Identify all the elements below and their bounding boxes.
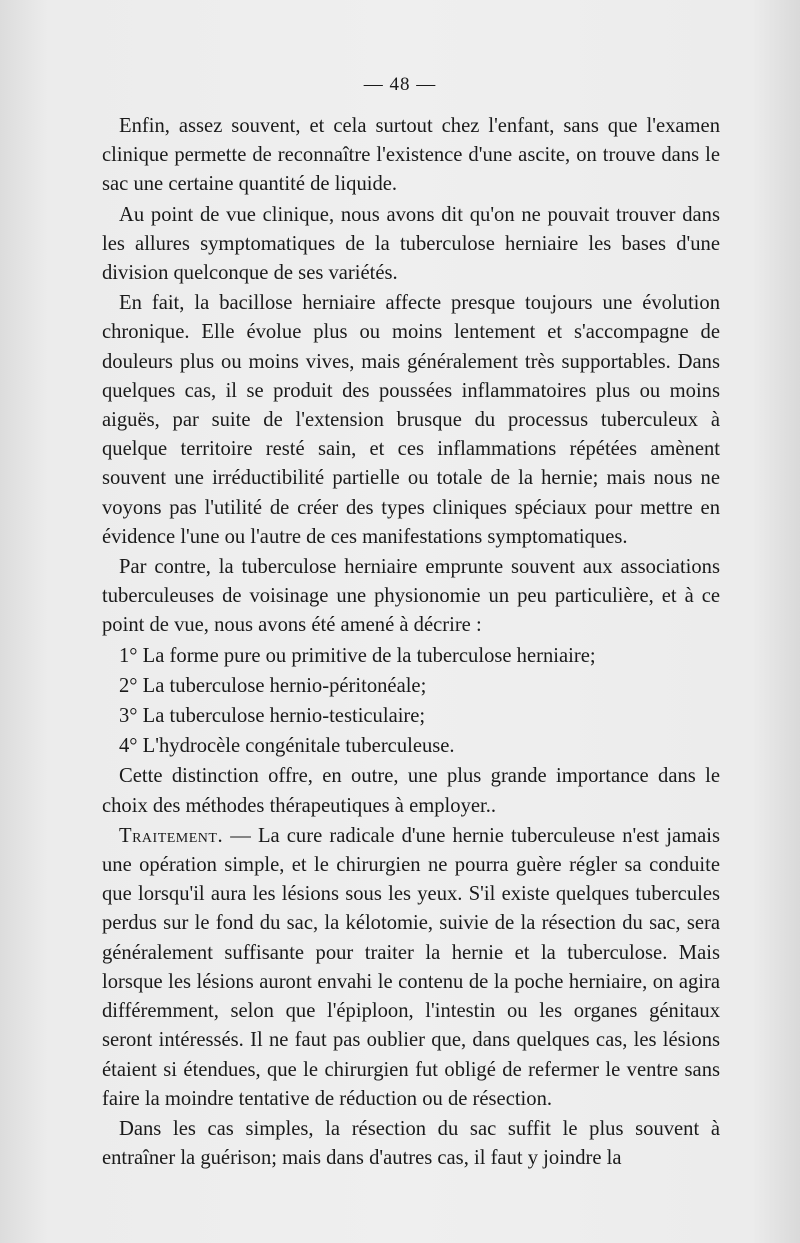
paragraph-distinction: Cette distinction offre, en outre, une plus grande importance dans le choix des méthodes thérapeutiques à employer.. (102, 765, 720, 817)
paragraph-point-de-vue-clinique: Au point de vue clinique, nous avons dit qu'on ne pouvait trouver dans les allures symptomatiques de la tuberculose herniaire les bases d'une division quelconque de ses variétés. (102, 203, 720, 285)
paragraph-evolution-chronique: En fait, la bacillose herniaire affecte presque toujours une évolution chronique. Elle évolue plus ou moins lentement et s'accompagne de douleurs plus ou moins vives, mais généralement très supportables. Dans quelques cas, il se produit des poussées inflammatoires plus ou moins aiguës, par suite de l'extension brusque du processus tuberculeux à quelque territoire resté sain, et ces inflammations répétées amènent souvent une irréductibilité partielle ou totale de la hernie; mais nous ne voyons pas l'utilité de créer des types cliniques spéciaux pour mettre en évidence l'une ou l'autre de ces manifestations symptomatiques. (102, 292, 720, 548)
paragraph-traitement (102, 822, 720, 1114)
list-item-hydrocele: 4° L'hydrocèle congénitale tuberculeuse. (119, 735, 455, 758)
paragraph-traitement-text: — La cure radicale d'une hernie tuberculeuse n'est jamais une opération simple, et le chirurgien ne pourra guère régler sa conduite que lorsqu'il aura les lésions sous les yeux. S'il existe quelques tubercules perdus sur le fond du sac, la kélotomie, suivie de la résection du sac, sera généralement suffisante pour traiter la hernie et la tuberculose. Mais lorsque les lésions auront envahi le contenu de la poche herniaire, on agira différemment, selon que l'épiploon, l'intestin ou les organes génitaux seront intéressés. Il ne faut pas oublier que, dans quelques cas, les lésions étaient si étendues, que le chirurgien fut obligé de refermer le ventre sans faire la moindre tentative de réduction ou de résection. (102, 824, 720, 1110)
list-item-hernio-peritoneale: 2° La tuberculose hernio-péritonéale; (119, 674, 427, 697)
page-body (102, 112, 720, 1173)
section-heading-traitement: Traitement. (119, 824, 224, 847)
paragraph-cas-simples: Dans les cas simples, la résection du sac suffit le plus souvent à entraîner la guérison; mais dans d'autres cas, il faut y joindre la (102, 1117, 720, 1170)
paragraph-associations: Par contre, la tuberculose herniaire emprunte souvent aux associations tuberculeuses de voisinage une physionomie un peu particulière, et à ce point de vue, nous avons été amené à décrire : (102, 556, 720, 637)
paragraph-ascite: Enfin, assez souvent, et cela surtout chez l'enfant, sans que l'examen clinique permette de reconnaître l'existence d'une ascite, on trouve dans le sac une certaine quantité de liquide. (102, 115, 720, 196)
list-item-hernio-testiculaire: 3° La tuberculose hernio-testiculaire; (119, 705, 426, 728)
list-item-forme-pure: 1° La forme pure ou primitive de la tuberculose herniaire; (119, 644, 596, 667)
page-number: — 48 — (363, 74, 437, 95)
